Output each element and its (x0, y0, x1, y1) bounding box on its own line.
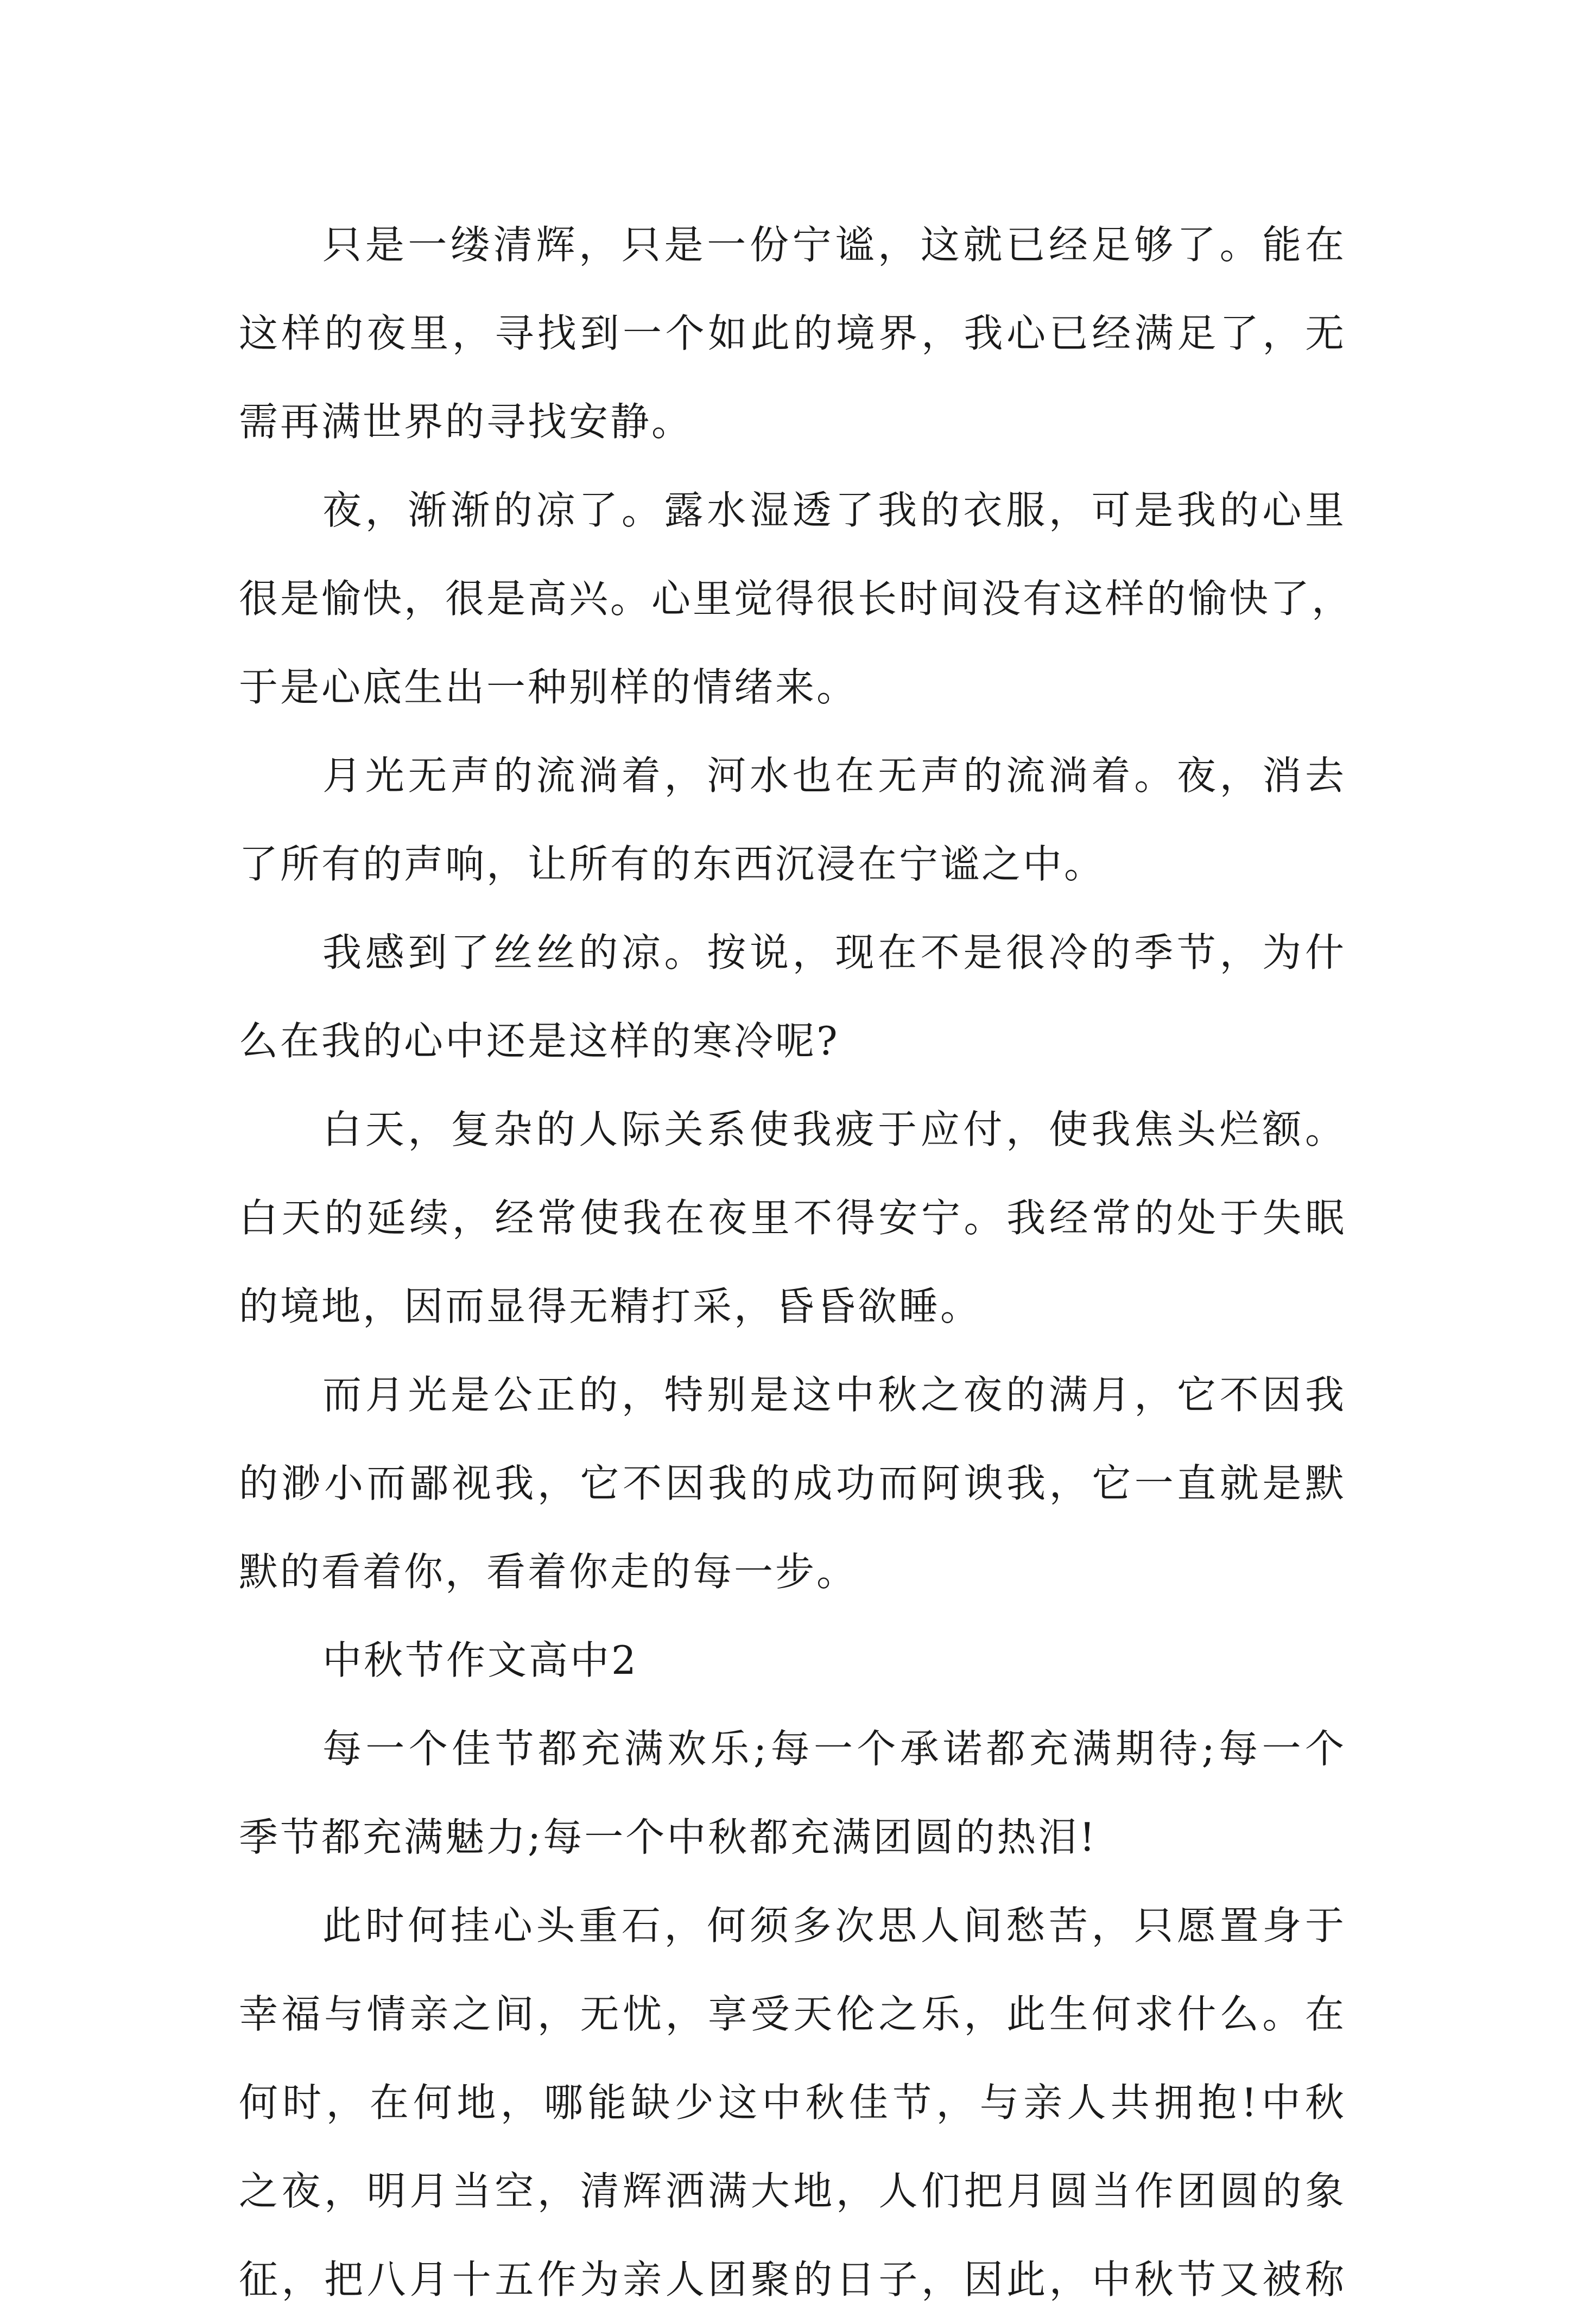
text-line: 的渺小而鄙视我，它不因我的成功而阿谀我，它一直就是默 (239, 1461, 1346, 1506)
text-line: 了所有的声响，让所有的东西沉浸在宁谧之中。 (239, 841, 1106, 887)
document-body (239, 201, 1353, 2324)
text-line: 每一个佳节都充满欢乐;每一个承诺都充满期待;每一个 (322, 1726, 1346, 1771)
text-line: 此时何挂心头重石，何须多次思人间愁苦，只愿置身于 (322, 1903, 1346, 1948)
text-line: 么在我的心中还是这样的寒冷呢? (239, 1018, 840, 1064)
text-line: 的境地，因而显得无精打采，昏昏欲睡。 (239, 1284, 982, 1329)
text-line: 之夜，明月当空，清辉洒满大地，人们把月圆当作团圆的象 (239, 2168, 1346, 2214)
text-line: 白天，复杂的人际关系使我疲于应付，使我焦头烂额。 (322, 1107, 1346, 1152)
text-line: 这样的夜里，寻找到一个如此的境界，我心已经满足了，无 (239, 310, 1346, 356)
text-line: 何时，在何地，哪能缺少这中秋佳节，与亲人共拥抱!中秋 (239, 2080, 1346, 2125)
text-line: 而月光是公正的，特别是这中秋之夜的满月，它不因我 (322, 1372, 1346, 1418)
text-line: 征，把八月十五作为亲人团聚的日子，因此，中秋节又被称 (239, 2257, 1346, 2302)
text-line: 于是心底生出一种别样的情绪来。 (239, 664, 858, 710)
text-line: 默的看着你，看着你走的每一步。 (239, 1549, 858, 1595)
section-heading: 中秋节作文高中2 (322, 1637, 638, 1683)
text-line: 白天的延续，经常使我在夜里不得安宁。我经常的处于失眠 (239, 1195, 1346, 1241)
text-line: 很是愉快，很是高兴。心里觉得很长时间没有这样的愉快了， (239, 576, 1353, 621)
text-line: 月光无声的流淌着，河水也在无声的流淌着。夜，消去 (322, 753, 1346, 798)
text-line: 季节都充满魅力;每一个中秋都充满团圆的热泪! (239, 1814, 1098, 1860)
text-line: 夜，渐渐的凉了。露水湿透了我的衣服，可是我的心里 (322, 487, 1346, 533)
text-line: 幸福与情亲之间，无忧，享受天伦之乐，此生何求什么。在 (239, 1991, 1346, 2037)
text-line: 需再满世界的寻找安静。 (239, 399, 693, 445)
text-line: 我感到了丝丝的凉。按说，现在不是很冷的季节，为什 (322, 930, 1346, 975)
text-line: 只是一缕清辉，只是一份宁谧，这就已经足够了。能在 (322, 222, 1346, 268)
